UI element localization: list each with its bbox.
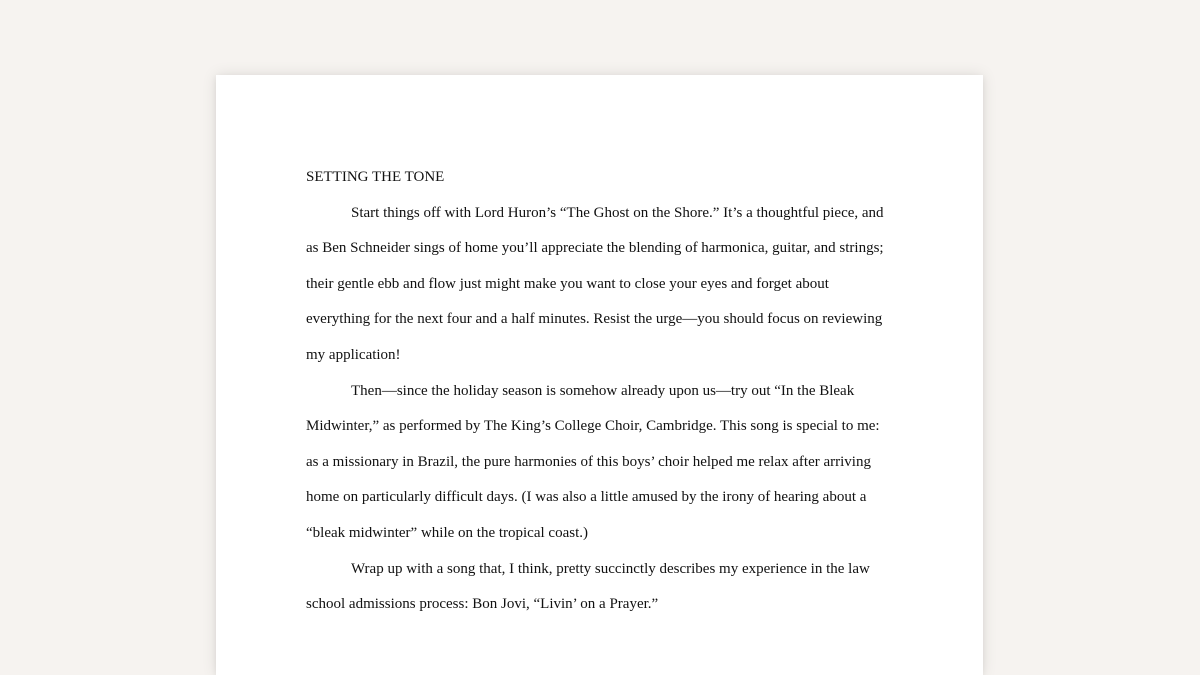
section-heading: SETTING THE TONE <box>306 169 445 185</box>
paragraph-line: everything for the next four and a half minutes. Resist the urge—you should focus on reviewing <box>306 311 883 328</box>
paragraph-line: my application! <box>306 346 401 363</box>
paragraph-line: home on particularly difficult days. (I was also a little amused by the irony of hearing about a <box>306 489 867 506</box>
paragraph-1 <box>306 196 896 374</box>
paragraph-line: Midwinter,” as performed by The King’s College Choir, Cambridge. This song is special to me: <box>306 418 880 435</box>
paragraph-line: Then—since the holiday season is somehow already upon us—try out “In the Bleak <box>351 382 855 399</box>
paragraph-line: Wrap up with a song that, I think, pretty succinctly describes my experience in the law <box>351 560 870 577</box>
paragraph-line: as Ben Schneider sings of home you’ll appreciate the blending of harmonica, guitar, and strings; <box>306 240 884 257</box>
document-body <box>306 160 896 623</box>
paragraph-line: Start things off with Lord Huron’s “The Ghost on the Shore.” It’s a thoughtful piece, and <box>351 204 884 221</box>
paragraph-line: school admissions process: Bon Jovi, “Livin’ on a Prayer.” <box>306 596 659 613</box>
document-page <box>216 75 983 675</box>
paragraph-2 <box>306 374 896 552</box>
paragraph-line: their gentle ebb and flow just might make you want to close your eyes and forget about <box>306 275 829 292</box>
paragraph-3 <box>306 552 896 623</box>
paragraph-line: “bleak midwinter” while on the tropical coast.) <box>306 524 588 541</box>
paragraph-line: as a missionary in Brazil, the pure harmonies of this boys’ choir helped me relax after arriving <box>306 453 871 470</box>
